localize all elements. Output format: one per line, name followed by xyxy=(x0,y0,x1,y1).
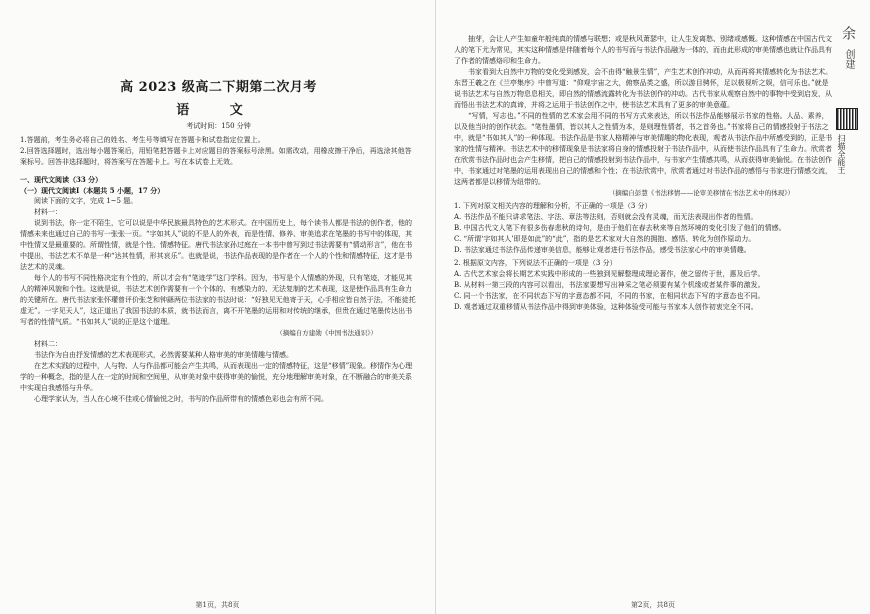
exam-info: 考试时间：150 分钟 xyxy=(186,122,251,130)
qr-code-icon xyxy=(836,108,858,130)
question-option: C. 同一个书法家，在不同状态下写的字意态都不同，不同的书家，在相同状态下写的字意态也不同。 xyxy=(454,292,765,300)
paragraph: 抽芽，会让人产生如童年般纯真的情感与联想；或是秋风萧瑟中，让人生发离愁、别绪或感慨。这种情感在中国古代文人的笔下尤为常见，其实这种情感是伴随着每个人的书写而与书法作品融为一体的，而由此形成的审美情感也就让作品具有了作者的情感烙印和生命力。 xyxy=(454,35,832,65)
paragraph: 每个人的书写不同性格决定有个性的，所以才会有“笔迹学”这门学科。因为，书写是个人情感的外现，只有笔迹，才能见其人的精神风貌和个性。这就是说，书法艺术创作需要有一个个体的、有感染力的、无法复制的艺术表现，这是使作品具有生命力的关键所在。唐代书法家张怀瓘曾评价张芝和钟繇两位书法家的书法时说：“好独见无他寄于天，心手相应皆自然于法，不能徒托虚无”。一字见天人”，这正道出了我国书法的本质，就书法而言，离不开笔墨的运用和对传统的继承，但贵在通过笔墨传达出书写者的性情气质。“书如其人”说的正是这个道理。 xyxy=(20,274,416,326)
handwritten-char: 余 xyxy=(840,26,856,40)
question-option: A. 书法作品不能只讲求笔法、字法、章法等法则，否则就会没有灵魂，而无法表现出作者的性情。 xyxy=(454,213,758,221)
source-citation: （摘编自彭慧《书法移情——论审美移情在书法艺术中的体现》） xyxy=(608,189,794,197)
question-option: D. 书法家通过书法作品传递审美信息，能够让观者进行书法作品，感受书法家心中的审美情趣。 xyxy=(454,246,751,254)
paragraph: 说到书法，你一定不陌生，它可以说是中华民族最具特色的艺术形式。在中国历史上，每个读书人都是书法的创作者，他的情感未来也通过自己的书写一张张一页。“字如其人”说的不是人的外表，而是性情、修养、审美追求在笔墨的书写中的体现，其中性情又是最重要的。所谓性情，就是个性、情感特征。唐代书法家孙过庭在一本书中曾写到过书法需要有“情动形言”，他在书中提出，书法艺术不单是一种“达其性情，形其哀乐”。也就是说，书法作品表现的是作者在一个人的个性和情感特征，这才是书法艺术的灵魂。 xyxy=(20,219,413,271)
scanner-watermark xyxy=(836,108,858,174)
question-option: C. “所谓‘字如其人’即是如此”的“此”，指的是艺术家对大自然的拥抱、感悟、转化为创作原动力。 xyxy=(454,235,756,243)
question-option: A. 古代艺术家会将长期艺术实践中形成的一些独到见解整理成理论著作，使之留传于世，惠及后学。 xyxy=(454,270,765,278)
page-footer: 第2页，共8页 xyxy=(631,601,675,609)
exam-title: 高 2023 级高二下期第二次月考 xyxy=(120,80,317,95)
paragraph: 心理学家认为，当人在心境不佳或心情愉悦之时，书写的作品所带有的情感色彩也会有所不同。 xyxy=(34,395,328,403)
material-label: 材料一： xyxy=(34,208,62,216)
material-label: 材料二： xyxy=(34,340,62,348)
question-option: B. 从材料一第三段的内容可以看出，书法家要想写出神采之笔必须要有某个机缘或者某件事的激发。 xyxy=(454,281,765,289)
paragraph: 在艺术实践的过程中，人与物、人与作品都可能会产生共鸣，从而表现出一定的情感特征，这是“移情”现象。移情作为心理学的一种概念，指的是人在一定的时间和空间里，从审美对象中获得审美的愉悦，充分地理解审美对象，在不断融合的审美关系中实现自我感悟与升华。 xyxy=(20,362,413,392)
question-stem: 2. 根据原文内容，下列说法不正确的一项是（3 分） xyxy=(454,259,617,267)
question-option: B. 中国古代文人笔下有很多伤春悲秋的诗句，是由于他们在春去秋来等自然环境的变化引发了他们的情感。 xyxy=(454,224,786,232)
scanner-label: 扫描全能王 xyxy=(837,134,846,174)
page-footer: 第1页，共8页 xyxy=(195,601,240,609)
handwritten-mark xyxy=(838,26,858,69)
exam-subject: 语 文 xyxy=(176,103,261,118)
right-page xyxy=(435,0,870,614)
paragraph: “写情，写志也。”不同的性情的艺术家会用不同的书写方式来表达，所以书法作品能够展示书家的性格。人品、素养，以及他当时的创作状态。“笔性墨情，皆以其人之性情为本，是则理性情者，书之首务也。”书家将自己的情感投射于书法之中，就是“书如其人”的一种体现。书法作品是书家人格精神与审美情趣的物化表现，观者从书法作品中所感受到的，正是书家的性情与精神。书法艺术中的移情现象是书法家将自身的情感投射于书法作品中，从而使书法作品具有了生命力。欣赏者在欣赏书法作品时也会产生移情，把自己的情感投射到书法作品中，与书家产生情感共鸣，从而获得审美愉悦。在书法创作中，书家通过对笔墨的运用表现出自己的情感和个性；在书法欣赏中，欣赏者通过对书法作品的感悟与书家进行情感交流，这两者都是以移情为纽带的。 xyxy=(454,112,833,186)
paragraph: 书家看到大自然中万物的变化受到感发，会不由得“触景生情”，产生艺术创作冲动，从而再将其情感转化为书法艺术。东晋王羲之在《兰亭集序》中曾写道：“仰观宇宙之大，俯察品类之盛，所以游目骋怀，足以极视听之娱，信可乐也。”就是说书法艺术与自然万物息息相关，即自然的情感流露转化为书法创作的冲动。古代书家从观察自然中的事物中受到启发，从而悟出书法艺术的真谛，并将之运用于书法创作之中，使书法艺术具有了更多的审美意蕴。 xyxy=(454,68,833,109)
exam-note: 2.回答选择题时，选出每小题答案后，用铅笔把答题卡上对应题目的答案标号涂黑。如需改动，用橡皮擦干净后，再选涂其他答案标号。回答非选择题时，将答案写在答题卡上。写在本试卷上无效。 xyxy=(20,147,412,166)
side-text: 创建 xyxy=(843,49,854,70)
section-heading: 一、现代文阅读（33 分） xyxy=(20,175,103,184)
subsection-heading: （一）现代文阅读Ⅰ（本题共 5 小题，17 分） xyxy=(20,186,165,195)
question-stem: 1. 下列对原文相关内容的理解和分析，不正确的一项是（3 分） xyxy=(454,202,652,210)
paragraph: 书法作为自由抒发情感的艺术表现形式，必然需要某种人格审美的审美情趣与情感。 xyxy=(34,351,293,359)
instruction: 阅读下面的文字，完成 1~5 题。 xyxy=(34,197,138,205)
exam-note: 1.答题前，考生务必将自己的姓名、考生号等填写在答题卡和试卷指定位置上。 xyxy=(20,136,265,144)
source-citation: （摘编自方建勋《中国书法通识》） xyxy=(276,329,377,337)
question-option: D. 观者通过双重移情从书法作品中得到审美体验，这种体验受可能与书家本人创作初衷完全不同。 xyxy=(454,303,758,311)
